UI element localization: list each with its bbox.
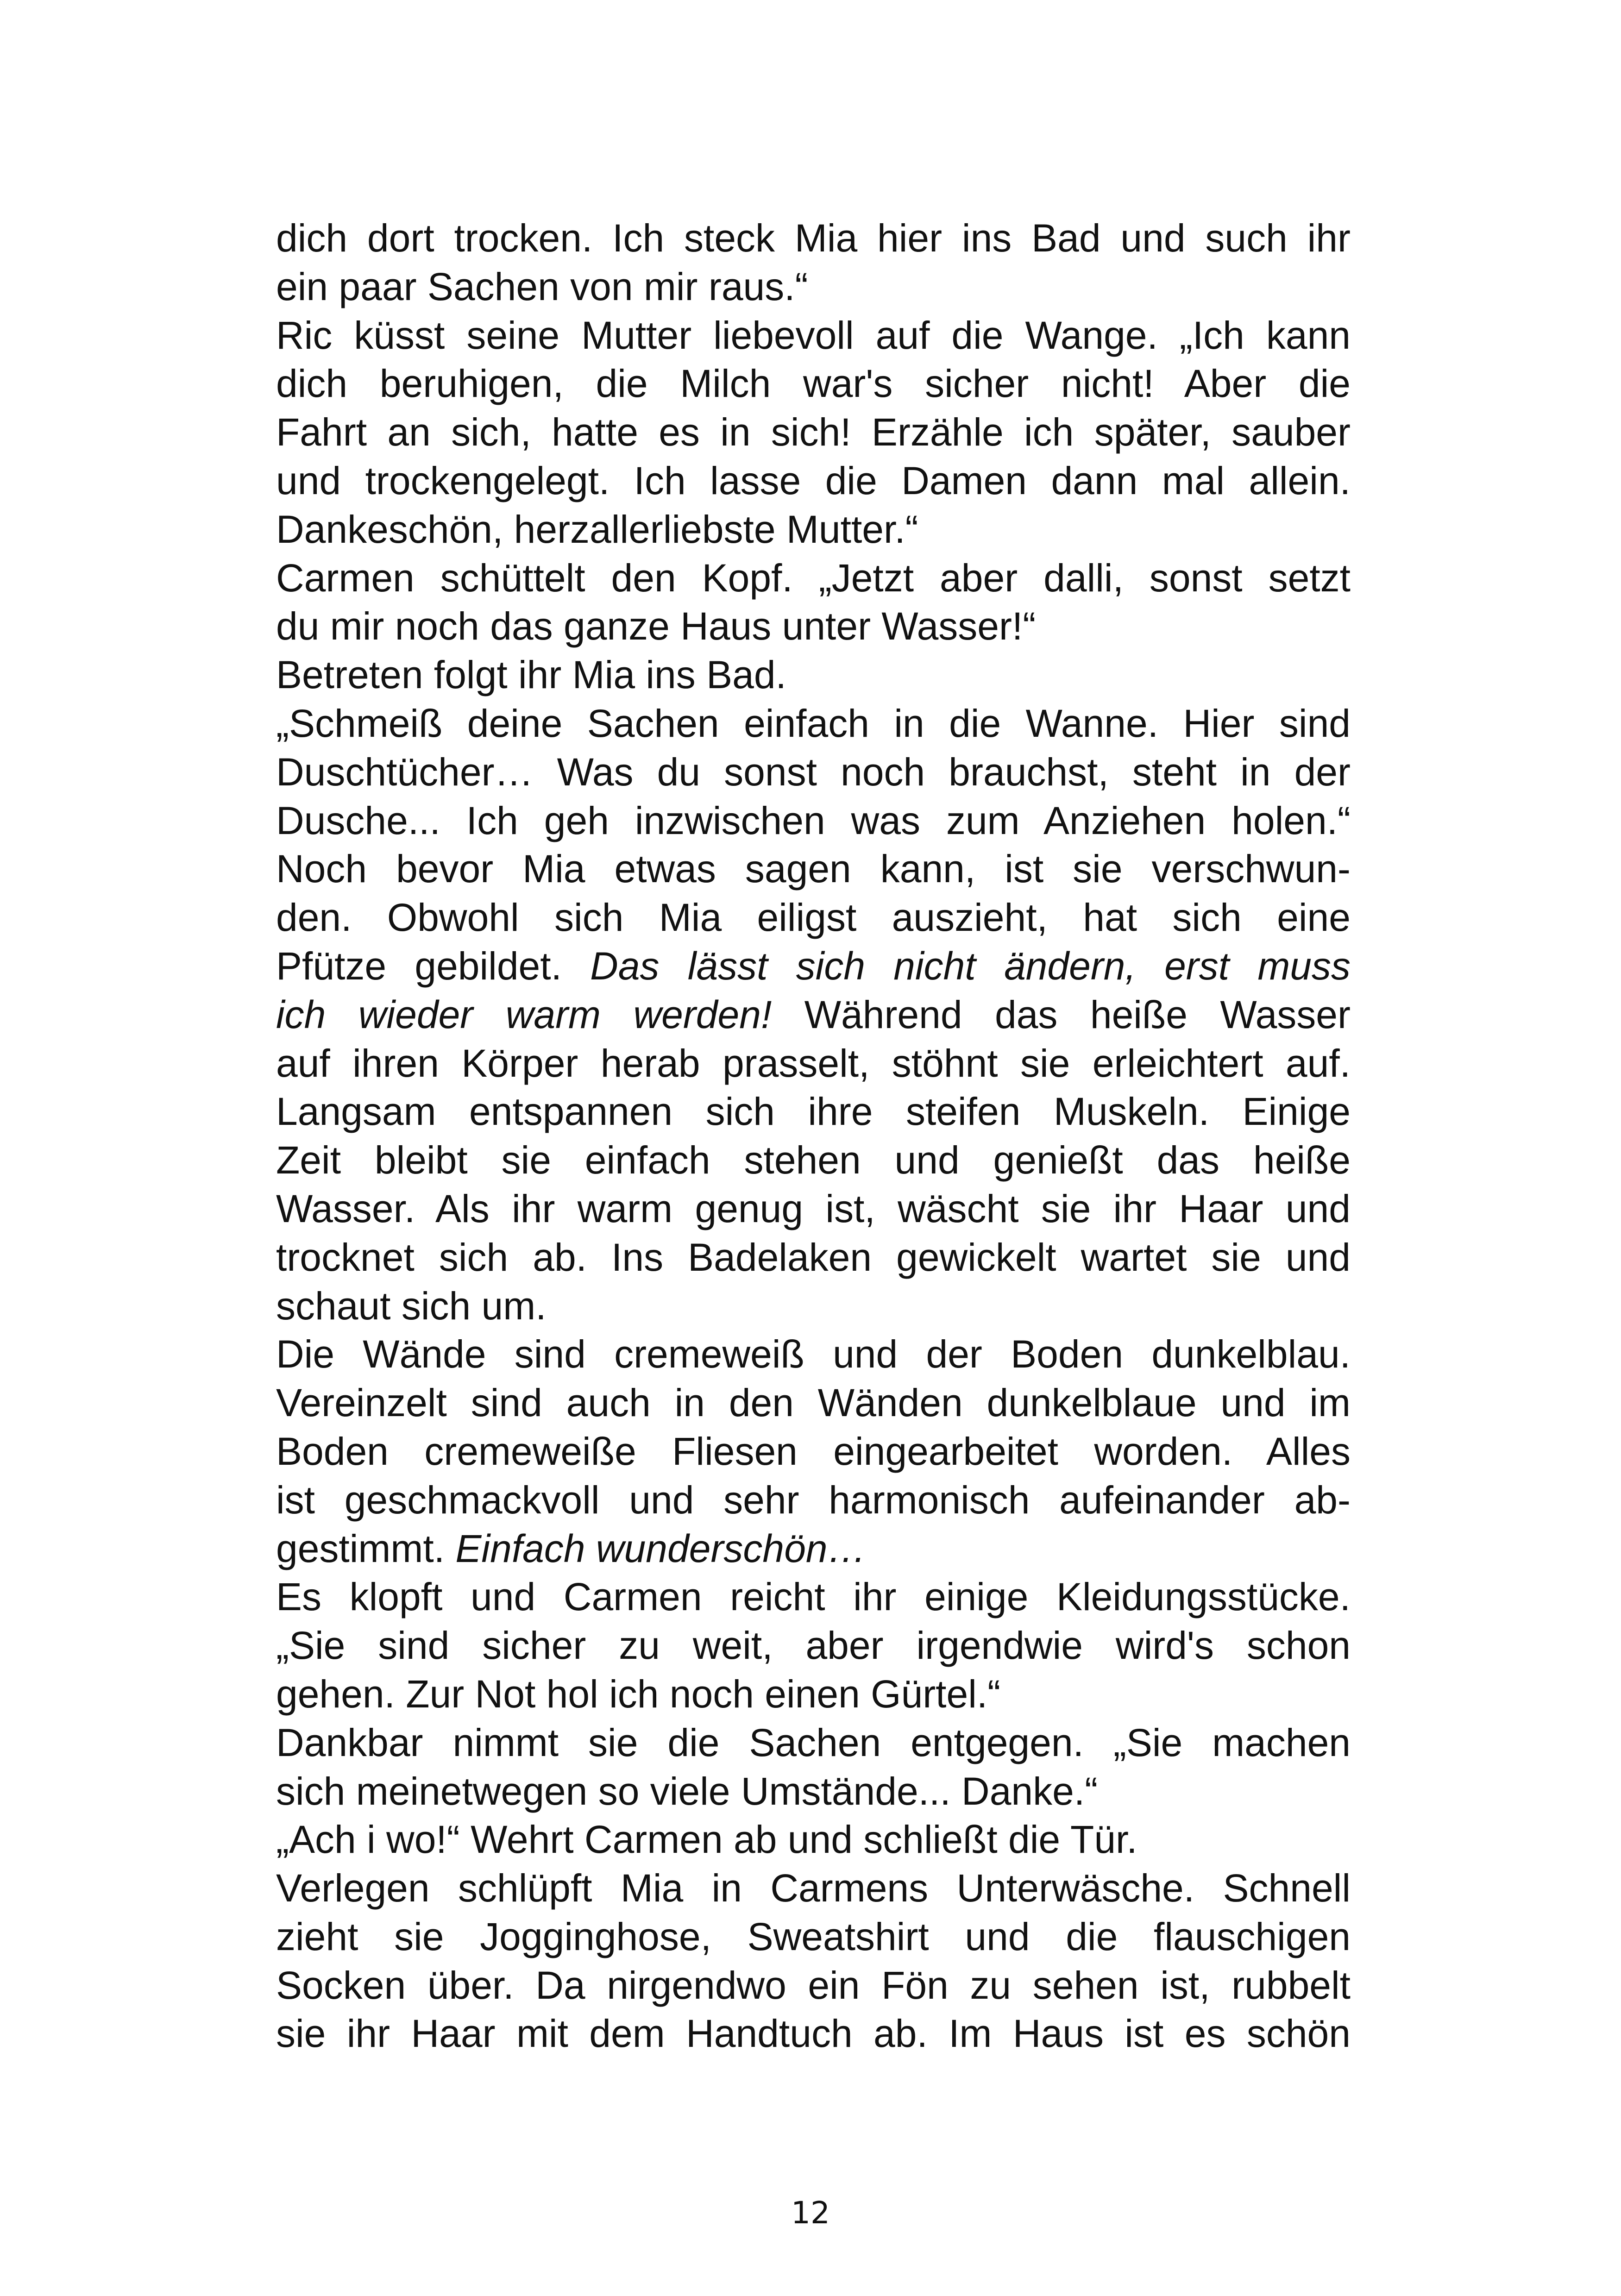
text-line: Carmen schüttelt den Kopf. „Jetzt aber dalli, sonst setzt — [276, 556, 1351, 600]
text-line: Ric küsst seine Mutter liebevoll auf die Wange. „Ich kann — [276, 313, 1351, 357]
text-line: gehen. Zur Not hol ich noch einen Gürtel.“ — [276, 1672, 1001, 1716]
text-line: Socken über. Da nirgendwo ein Fön zu sehen ist, rubbelt — [276, 1963, 1351, 2007]
text-line: Dankeschön, herzallerliebste Mutter.“ — [276, 507, 918, 551]
text-line — [276, 942, 1351, 991]
text-line: dich beruhigen, die Milch war's sicher nicht! Aber die — [276, 362, 1351, 406]
text-line: du mir noch das ganze Haus unter Wasser!“ — [276, 604, 1036, 648]
text-line: ein paar Sachen von mir raus.“ — [276, 264, 808, 308]
text-line: „Schmeiß deine Sachen einfach in die Wanne. Hier sind — [276, 701, 1351, 745]
text-line: trocknet sich ab. Ins Badelaken gewickelt wartet sie und — [276, 1235, 1351, 1279]
text-line: schaut sich um. — [276, 1284, 547, 1328]
text-line: zieht sie Jogginghose, Sweatshirt und die flauschigen — [276, 1914, 1351, 1958]
text-line: Fahrt an sich, hatte es in sich! Erzähle ich später, sauber — [276, 410, 1351, 454]
text-segment: gestimmt. — [276, 1526, 456, 1570]
page-number: 12 — [791, 2195, 830, 2231]
text-line: Langsam entspannen sich ihre steifen Muskeln. Einige — [276, 1090, 1351, 1134]
text-line: Verlegen schlüpft Mia in Carmens Unterwäsche. Schnell — [276, 1866, 1351, 1910]
italic-text: Das lässt sich nicht ändern, erst muss — [590, 944, 1351, 988]
text-line: auf ihren Körper herab prasselt, stöhnt sie erleichtert auf. — [276, 1041, 1351, 1085]
text-line — [276, 991, 1351, 1039]
body-text — [276, 214, 1351, 2058]
text-line — [276, 1524, 1351, 1573]
italic-text: ich wieder warm werden! — [276, 992, 772, 1036]
text-line: den. Obwohl sich Mia eiligst auszieht, hat sich eine — [276, 896, 1351, 940]
text-line: „Ach i wo!“ Wehrt Carmen ab und schließt die Tür. — [276, 1818, 1137, 1862]
text-line: und trockengelegt. Ich lasse die Damen dann mal allein. — [276, 458, 1351, 502]
text-line: Zeit bleibt sie einfach stehen und genießt das heiße — [276, 1138, 1351, 1182]
text-line: Duschtücher… Was du sonst noch brauchst, steht in der — [276, 750, 1351, 794]
text-line: Es klopft und Carmen reicht ihr einige Kleidungsstücke. — [276, 1575, 1351, 1619]
text-line: Die Wände sind cremeweiß und der Boden dunkelblau. — [276, 1332, 1351, 1376]
italic-text: Einfach wunderschön… — [455, 1526, 867, 1570]
text-line: Betreten folgt ihr Mia ins Bad. — [276, 653, 786, 697]
text-segment: Während das heiße Wasser — [772, 992, 1351, 1036]
text-line: Wasser. Als ihr warm genug ist, wäscht sie ihr Haar und — [276, 1186, 1351, 1230]
text-line: „Sie sind sicher zu weit, aber irgendwie wird's schon — [276, 1624, 1351, 1668]
text-line: sie ihr Haar mit dem Handtuch ab. Im Haus ist es schön — [276, 2012, 1351, 2056]
text-segment: Pfütze gebildet. — [276, 944, 591, 988]
text-line: Vereinzelt sind auch in den Wänden dunkelblaue und im — [276, 1381, 1351, 1425]
text-line: Boden cremeweiße Fliesen eingearbeitet worden. Alles — [276, 1429, 1351, 1473]
text-line: Noch bevor Mia etwas sagen kann, ist sie verschwun- — [276, 847, 1351, 891]
text-line: Dankbar nimmt sie die Sachen entgegen. „Sie machen — [276, 1720, 1351, 1764]
text-line: Dusche... Ich geh inzwischen was zum Anziehen holen.“ — [276, 798, 1351, 842]
text-line: sich meinetwegen so viele Umstände... Danke.“ — [276, 1769, 1098, 1813]
text-line: dich dort trocken. Ich steck Mia hier ins Bad und such ihr — [276, 216, 1351, 260]
text-line: ist geschmackvoll und sehr harmonisch aufeinander ab- — [276, 1478, 1351, 1522]
